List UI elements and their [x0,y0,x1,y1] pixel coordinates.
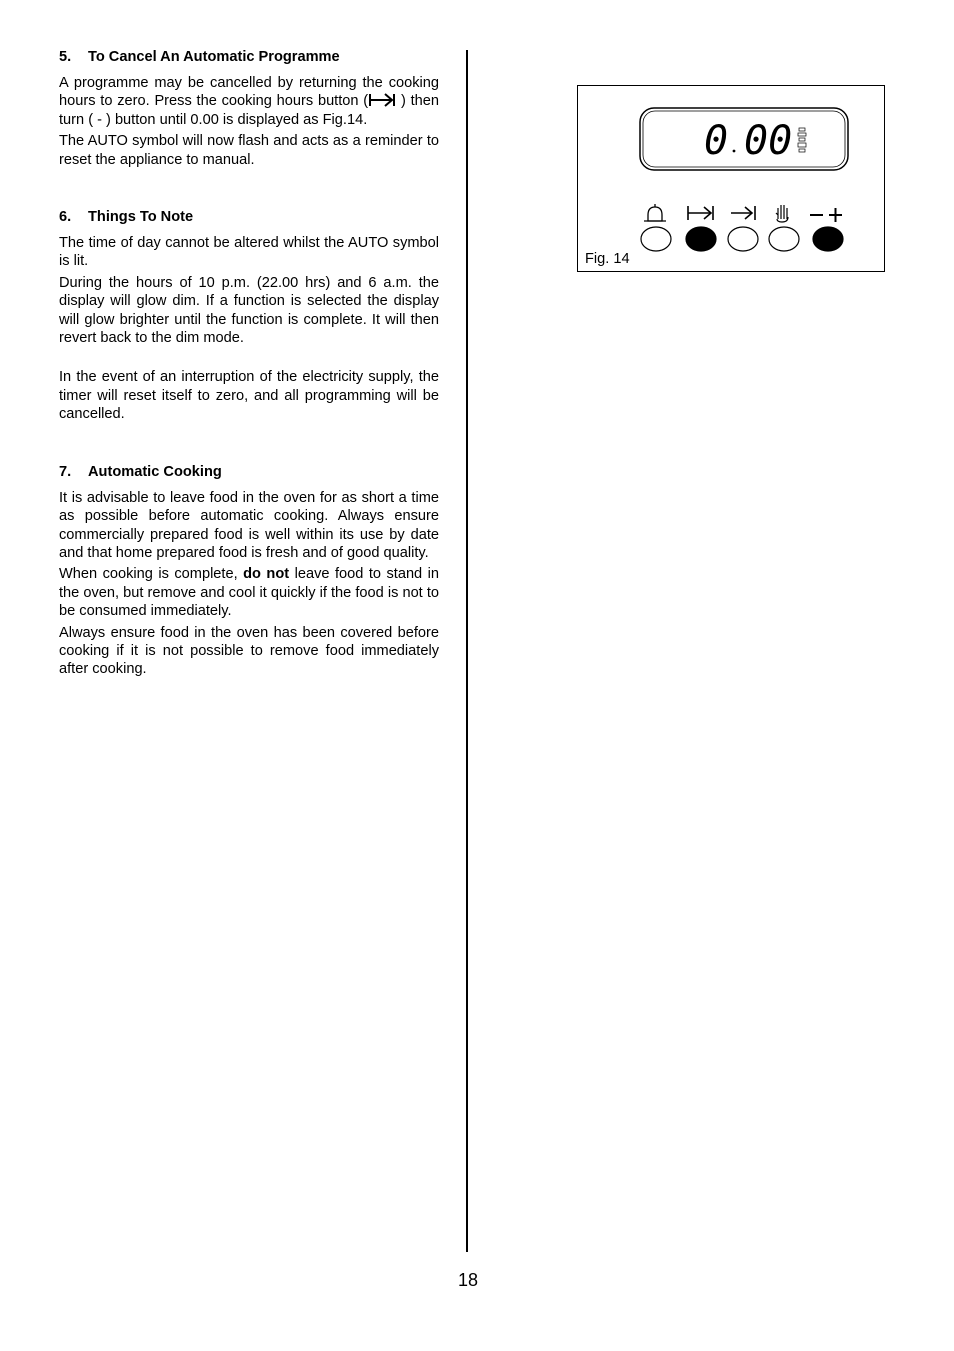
duration-icon [688,206,713,220]
minus-plus-icon [810,208,842,222]
section-6-paragraph-1: The time of day cannot be altered whilst the AUTO symbol is lit. [59,235,439,270]
display-hours: 0 [704,118,729,164]
section-6-heading: 6. Things To Note [59,209,194,226]
section-5-paragraph-1: A programme may be cancelled by returning the cooking hours to zero. Press the cooking hours button ( ) then turn ( - ) button until 0.00 is displayed as Fig.14. [59,75,439,128]
minus-plus-button[interactable] [813,227,843,251]
cooking-hours-button[interactable] [686,227,716,251]
section-7-paragraph-3: Always ensure food in the oven has been covered before cooking if it is not possible to remove food immediately after cooking. [59,624,439,678]
section-7-paragraph-1: It is advisable to leave food in the oven for as short a time as possible before automatic cooking. Always ensure commercially prepared food is well within its use by date and that home prepared food is fresh and of good quality. [59,489,439,561]
display-decimal-point [733,150,736,153]
section-7-paragraph-2: When cooking is complete, do not leave food to stand in the oven, but remove and cool it quickly if the food is not to be consumed immediately. [59,566,440,620]
section-5-heading: 5. To Cancel An Automatic Programme [59,49,340,65]
figure-label: Fig. 14 [585,251,630,267]
auto-indicator-icon [798,128,806,152]
manual-button[interactable] [769,227,799,251]
section-6-paragraph-2: During the hours of 10 p.m. (22.00 hrs) and 6 a.m. the display will glow dim. If a function is selected the display will glow brighter until the function is complete. It will then revert back to the dim mode. [59,274,439,347]
bell-icon [644,204,666,221]
end-time-icon [731,206,755,220]
duration-icon [368,92,396,108]
column-divider [466,50,468,1252]
page-number: 18 [457,1270,479,1290]
figure-14 [577,85,885,272]
section-5-paragraph-2: The AUTO symbol will now flash and acts as a reminder to reset the appliance to manual. [59,133,439,168]
hand-icon [776,205,788,222]
alarm-button[interactable] [641,227,671,251]
section-7-heading: 7. Automatic Cooking [59,463,222,480]
end-time-button[interactable] [728,227,758,251]
section-6-paragraph-3: In the event of an interruption of the electricity supply, the timer will reset itself to zero, and all programming will be cancelled. [59,369,439,423]
display-minutes: 00 [744,118,793,164]
text-column [59,48,439,682]
